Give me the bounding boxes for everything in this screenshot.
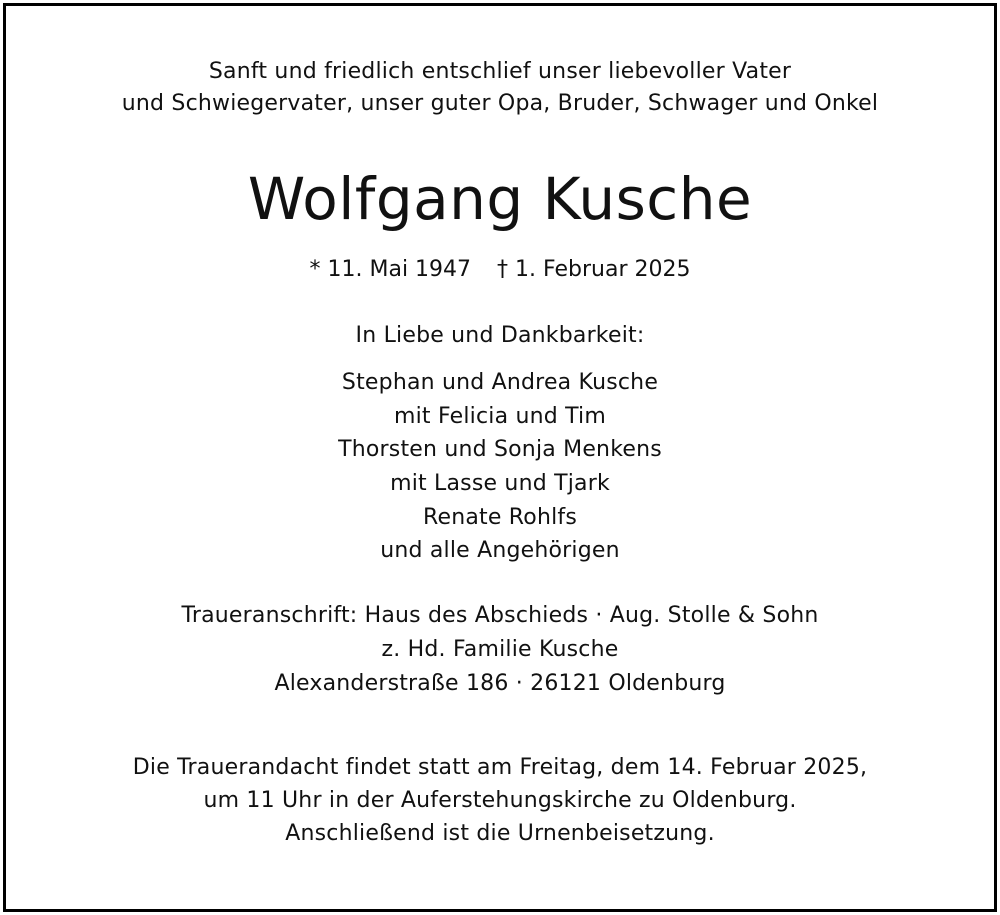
ceremony-line: Die Trauerandacht findet statt am Freitag, dem 14. Februar 2025, xyxy=(132,755,868,780)
address-line: z. Hd. Familie Kusche xyxy=(381,637,619,662)
ceremony-line: Anschließend ist die Urnenbeisetzung. xyxy=(285,821,715,846)
ceremony-line: um 11 Uhr in der Auferstehungskirche zu Oldenburg. xyxy=(203,788,797,813)
deceased-name: Wolfgang Kusche xyxy=(247,165,753,233)
family-line: mit Lasse und Tjark xyxy=(390,471,610,496)
family-line: mit Felicia und Tim xyxy=(393,404,606,429)
family-line: Renate Rohlfs xyxy=(422,505,578,530)
dedication: In Liebe und Dankbarkeit: xyxy=(355,323,645,348)
intro-line: und Schwiegervater, unser guter Opa, Bruder, Schwager und Onkel xyxy=(121,91,879,116)
death-date: † 1. Februar 2025 xyxy=(497,257,691,282)
intro-line: Sanft und friedlich entschlief unser liebevoller Vater xyxy=(208,59,792,84)
life-dates xyxy=(0,255,1000,285)
family-line: Stephan und Andrea Kusche xyxy=(341,370,659,395)
family-line: und alle Angehörigen xyxy=(380,538,620,563)
family-line: Thorsten und Sonja Menkens xyxy=(338,437,662,462)
address-line: Traueranschrift: Haus des Abschieds · Aug. Stolle & Sohn xyxy=(181,603,819,628)
address-line: Alexanderstraße 186 · 26121 Oldenburg xyxy=(274,671,726,696)
birth-date: * 11. Mai 1947 xyxy=(309,257,472,282)
